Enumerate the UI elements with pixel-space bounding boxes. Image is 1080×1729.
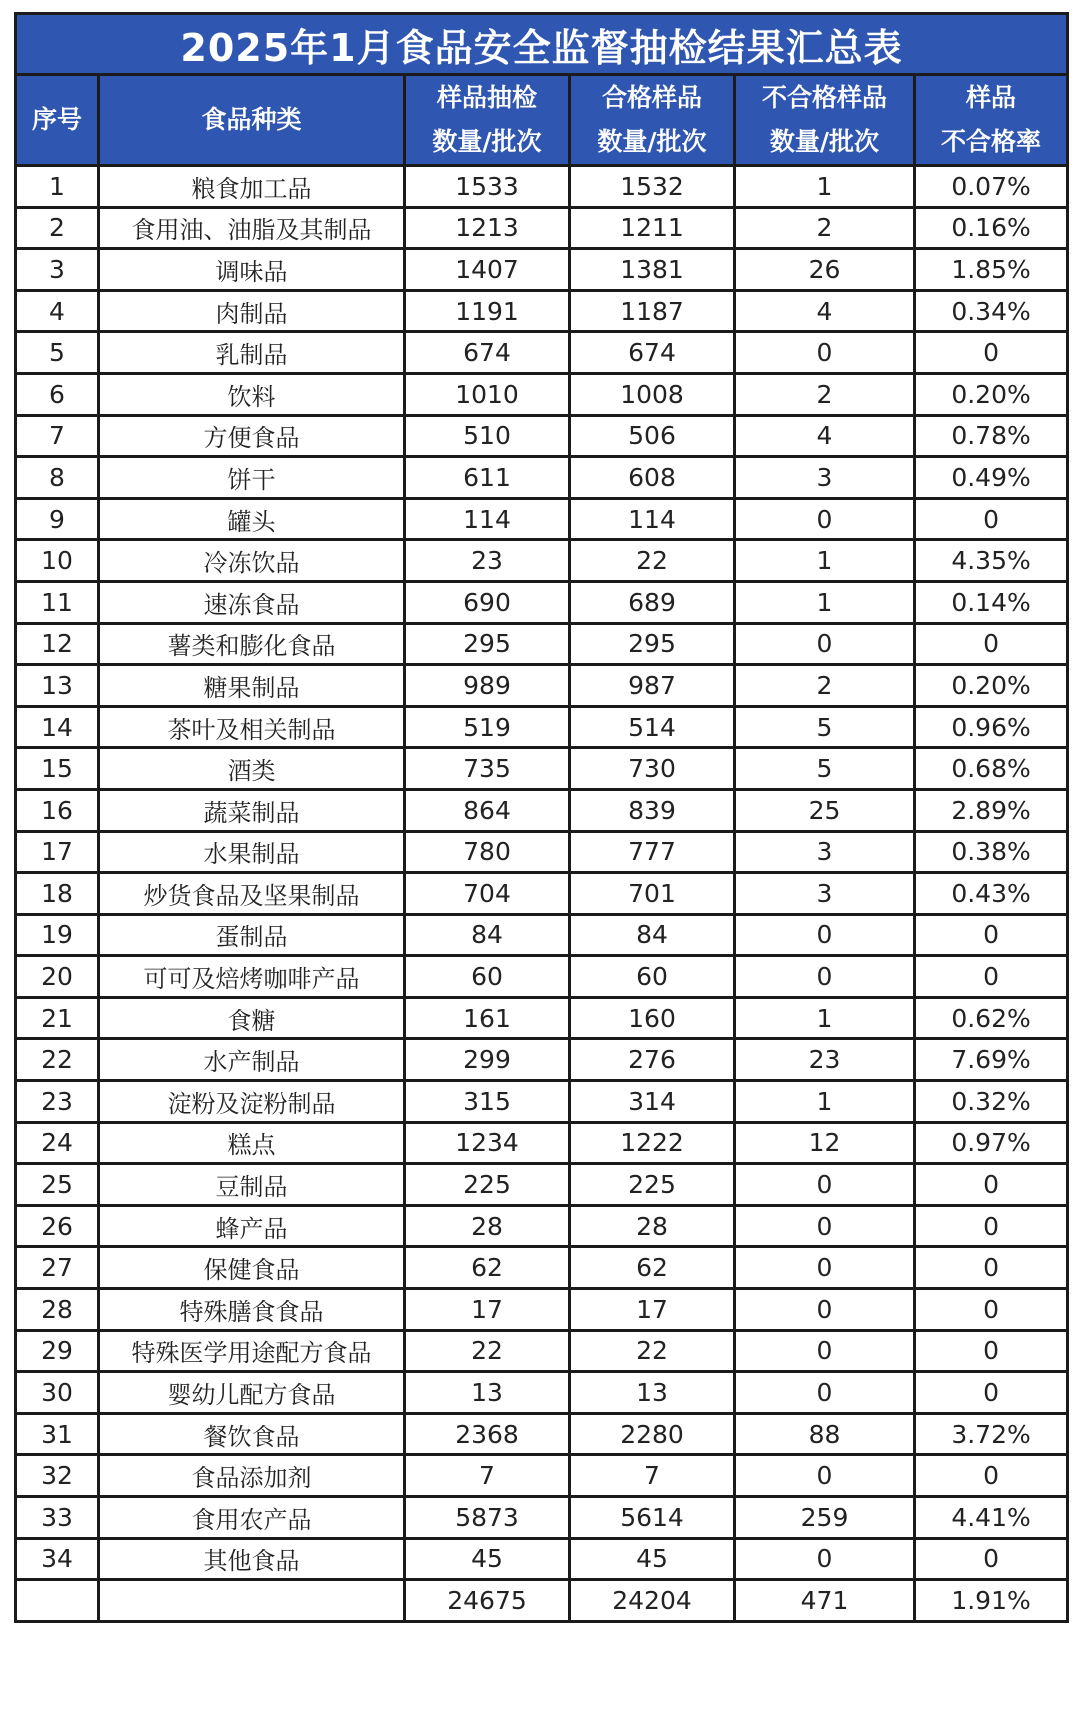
cell-rate: 0.97% [915, 1122, 1068, 1164]
cell-category: 淀粉及淀粉制品 [99, 1081, 405, 1123]
header-unqualified-line2: 数量/批次 [769, 127, 880, 156]
cell-qualified: 160 [570, 997, 735, 1039]
cell-unqualified: 88 [735, 1413, 915, 1455]
cell-qualified: 17 [570, 1289, 735, 1331]
cell-category: 其他食品 [99, 1538, 405, 1580]
cell-unqualified: 3 [735, 457, 915, 499]
cell-category: 水果制品 [99, 831, 405, 873]
cell-rate: 0 [915, 498, 1068, 540]
cell-category: 酒类 [99, 748, 405, 790]
cell-rate: 4.41% [915, 1497, 1068, 1539]
table-row [16, 1081, 1068, 1123]
cell-qualified: 314 [570, 1081, 735, 1123]
table-row [16, 1247, 1068, 1289]
cell-unqualified: 0 [735, 1164, 915, 1206]
cell-rate: 0.16% [915, 207, 1068, 249]
table-row [16, 1497, 1068, 1539]
table-row [16, 1455, 1068, 1497]
cell-no: 24 [16, 1122, 99, 1164]
cell-unqualified: 4 [735, 415, 915, 457]
header-category-label: 食品种类 [201, 105, 302, 134]
cell-unqualified: 12 [735, 1122, 915, 1164]
table-row [16, 332, 1068, 374]
cell-rate: 0.20% [915, 373, 1068, 415]
cell-qualified: 730 [570, 748, 735, 790]
cell-rate: 0 [915, 1289, 1068, 1331]
cell-unqualified: 0 [735, 1538, 915, 1580]
cell-no: 4 [16, 290, 99, 332]
cell-unqualified: 23 [735, 1039, 915, 1081]
cell-qualified: 7 [570, 1455, 735, 1497]
table-row [16, 956, 1068, 998]
cell-rate: 4.35% [915, 540, 1068, 582]
cell-unqualified: 25 [735, 789, 915, 831]
cell-unqualified: 0 [735, 914, 915, 956]
header-no [16, 75, 99, 166]
cell-no: 33 [16, 1497, 99, 1539]
cell-unqualified: 0 [735, 1247, 915, 1289]
cell-category: 特殊膳食食品 [99, 1289, 405, 1331]
cell-qualified: 674 [570, 332, 735, 374]
cell-qualified: 514 [570, 706, 735, 748]
cell-category: 婴幼儿配方食品 [99, 1372, 405, 1414]
cell-sampled: 7 [405, 1455, 570, 1497]
cell-unqualified: 2 [735, 665, 915, 707]
cell-no [16, 1580, 99, 1622]
cell-sampled: 17 [405, 1289, 570, 1331]
cell-no: 11 [16, 581, 99, 623]
cell-unqualified: 3 [735, 873, 915, 915]
table-row [16, 831, 1068, 873]
cell-no: 6 [16, 373, 99, 415]
table-row [16, 1538, 1068, 1580]
cell-qualified: 689 [570, 581, 735, 623]
cell-qualified: 608 [570, 457, 735, 499]
table-row [16, 706, 1068, 748]
cell-category: 水产制品 [99, 1039, 405, 1081]
cell-qualified: 60 [570, 956, 735, 998]
header-category [99, 75, 405, 166]
cell-sampled: 1191 [405, 290, 570, 332]
cell-no: 17 [16, 831, 99, 873]
cell-category: 食品添加剂 [99, 1455, 405, 1497]
cell-sampled: 114 [405, 498, 570, 540]
cell-rate: 0 [915, 956, 1068, 998]
cell-qualified: 5614 [570, 1497, 735, 1539]
cell-sampled: 2368 [405, 1413, 570, 1455]
cell-no: 20 [16, 956, 99, 998]
cell-rate: 0.68% [915, 748, 1068, 790]
cell-sampled: 1010 [405, 373, 570, 415]
cell-no: 1 [16, 166, 99, 208]
cell-rate: 0.32% [915, 1081, 1068, 1123]
cell-unqualified: 3 [735, 831, 915, 873]
table-row [16, 1205, 1068, 1247]
cell-qualified: 295 [570, 623, 735, 665]
cell-category: 炒货食品及坚果制品 [99, 873, 405, 915]
cell-no: 19 [16, 914, 99, 956]
cell-unqualified: 1 [735, 540, 915, 582]
cell-unqualified: 4 [735, 290, 915, 332]
cell-sampled: 864 [405, 789, 570, 831]
cell-sampled: 1533 [405, 166, 570, 208]
table-row [16, 249, 1068, 291]
header-row [16, 75, 1068, 166]
cell-sampled: 519 [405, 706, 570, 748]
cell-category: 餐饮食品 [99, 1413, 405, 1455]
cell-no: 23 [16, 1081, 99, 1123]
total-row [16, 1580, 1068, 1622]
cell-unqualified: 0 [735, 623, 915, 665]
cell-rate: 1.85% [915, 249, 1068, 291]
table-row [16, 1164, 1068, 1206]
cell-category: 肉制品 [99, 290, 405, 332]
cell-qualified: 28 [570, 1205, 735, 1247]
cell-sampled: 1234 [405, 1122, 570, 1164]
cell-category: 特殊医学用途配方食品 [99, 1330, 405, 1372]
cell-rate: 0 [915, 914, 1068, 956]
cell-category: 茶叶及相关制品 [99, 706, 405, 748]
cell-qualified: 987 [570, 665, 735, 707]
table-row [16, 415, 1068, 457]
cell-no: 12 [16, 623, 99, 665]
cell-unqualified: 0 [735, 1372, 915, 1414]
cell-unqualified: 26 [735, 249, 915, 291]
cell-category: 冷冻饮品 [99, 540, 405, 582]
cell-sampled: 45 [405, 1538, 570, 1580]
cell-rate: 0.20% [915, 665, 1068, 707]
cell-unqualified: 2 [735, 207, 915, 249]
cell-qualified: 1381 [570, 249, 735, 291]
cell-no: 5 [16, 332, 99, 374]
cell-rate: 0.14% [915, 581, 1068, 623]
inspection-summary-table [14, 12, 1069, 1623]
cell-sampled: 315 [405, 1081, 570, 1123]
table-row [16, 166, 1068, 208]
cell-rate: 0.96% [915, 706, 1068, 748]
cell-unqualified: 1 [735, 166, 915, 208]
cell-qualified: 22 [570, 1330, 735, 1372]
cell-rate: 0 [915, 1372, 1068, 1414]
cell-rate: 0.07% [915, 166, 1068, 208]
cell-no: 7 [16, 415, 99, 457]
table-row [16, 665, 1068, 707]
cell-rate: 1.91% [915, 1580, 1068, 1622]
cell-qualified: 1187 [570, 290, 735, 332]
cell-category: 调味品 [99, 249, 405, 291]
cell-rate: 3.72% [915, 1413, 1068, 1455]
cell-unqualified: 1 [735, 1081, 915, 1123]
title-row [16, 14, 1068, 75]
header-sampled-line1: 样品抽检 [436, 83, 537, 112]
cell-category: 饮料 [99, 373, 405, 415]
table-row [16, 789, 1068, 831]
cell-no: 13 [16, 665, 99, 707]
cell-qualified: 1008 [570, 373, 735, 415]
table-row [16, 498, 1068, 540]
header-rate-line2: 不合格率 [941, 127, 1042, 156]
cell-sampled: 62 [405, 1247, 570, 1289]
cell-no: 31 [16, 1413, 99, 1455]
cell-no: 14 [16, 706, 99, 748]
cell-category: 罐头 [99, 498, 405, 540]
cell-category: 乳制品 [99, 332, 405, 374]
cell-category: 方便食品 [99, 415, 405, 457]
table-title: 2025年1月食品安全监督抽检结果汇总表 [16, 14, 1068, 75]
cell-no: 27 [16, 1247, 99, 1289]
header-qualified [570, 75, 735, 166]
cell-sampled: 28 [405, 1205, 570, 1247]
cell-category: 蜂产品 [99, 1205, 405, 1247]
cell-sampled: 84 [405, 914, 570, 956]
cell-sampled: 510 [405, 415, 570, 457]
cell-category: 速冻食品 [99, 581, 405, 623]
cell-qualified: 839 [570, 789, 735, 831]
cell-category: 食用油、油脂及其制品 [99, 207, 405, 249]
cell-category: 蔬菜制品 [99, 789, 405, 831]
cell-unqualified: 0 [735, 1205, 915, 1247]
cell-rate: 2.89% [915, 789, 1068, 831]
cell-no: 15 [16, 748, 99, 790]
table-row [16, 748, 1068, 790]
cell-rate: 0 [915, 332, 1068, 374]
cell-sampled: 1213 [405, 207, 570, 249]
table-row [16, 997, 1068, 1039]
cell-sampled: 22 [405, 1330, 570, 1372]
cell-unqualified: 0 [735, 1289, 915, 1331]
cell-qualified: 114 [570, 498, 735, 540]
cell-sampled: 780 [405, 831, 570, 873]
cell-unqualified: 1 [735, 997, 915, 1039]
cell-no: 18 [16, 873, 99, 915]
cell-rate: 0 [915, 1164, 1068, 1206]
cell-qualified: 225 [570, 1164, 735, 1206]
cell-sampled: 299 [405, 1039, 570, 1081]
table-row [16, 457, 1068, 499]
cell-unqualified: 0 [735, 332, 915, 374]
cell-rate: 7.69% [915, 1039, 1068, 1081]
cell-no: 21 [16, 997, 99, 1039]
cell-sampled: 225 [405, 1164, 570, 1206]
cell-no: 16 [16, 789, 99, 831]
cell-unqualified: 5 [735, 748, 915, 790]
cell-rate: 0.62% [915, 997, 1068, 1039]
cell-qualified: 1222 [570, 1122, 735, 1164]
table-row [16, 1330, 1068, 1372]
cell-qualified: 2280 [570, 1413, 735, 1455]
cell-unqualified: 259 [735, 1497, 915, 1539]
table-row [16, 873, 1068, 915]
cell-unqualified: 0 [735, 1455, 915, 1497]
table-row [16, 1413, 1068, 1455]
cell-sampled: 23 [405, 540, 570, 582]
cell-no: 28 [16, 1289, 99, 1331]
header-unqualified [735, 75, 915, 166]
table-row [16, 1289, 1068, 1331]
cell-sampled: 735 [405, 748, 570, 790]
header-qualified-line2: 数量/批次 [597, 127, 707, 156]
cell-no: 29 [16, 1330, 99, 1372]
cell-rate: 0.43% [915, 873, 1068, 915]
table-row [16, 373, 1068, 415]
cell-unqualified: 1 [735, 581, 915, 623]
cell-rate: 0 [915, 1455, 1068, 1497]
cell-no: 26 [16, 1205, 99, 1247]
cell-qualified: 701 [570, 873, 735, 915]
cell-unqualified: 2 [735, 373, 915, 415]
cell-qualified: 1532 [570, 166, 735, 208]
cell-no: 32 [16, 1455, 99, 1497]
table-row [16, 290, 1068, 332]
cell-rate: 0 [915, 1330, 1068, 1372]
table-row [16, 914, 1068, 956]
header-unqualified-line1: 不合格样品 [761, 83, 887, 112]
cell-qualified: 62 [570, 1247, 735, 1289]
cell-rate: 0 [915, 1538, 1068, 1580]
table-row [16, 1039, 1068, 1081]
cell-unqualified: 471 [735, 1580, 915, 1622]
cell-rate: 0.78% [915, 415, 1068, 457]
header-sampled-line2: 数量/批次 [432, 127, 542, 156]
cell-unqualified: 0 [735, 498, 915, 540]
table-row [16, 540, 1068, 582]
cell-sampled: 704 [405, 873, 570, 915]
header-qualified-line1: 合格样品 [601, 83, 702, 112]
table-row [16, 1122, 1068, 1164]
cell-no: 34 [16, 1538, 99, 1580]
cell-sampled: 690 [405, 581, 570, 623]
cell-qualified: 45 [570, 1538, 735, 1580]
cell-sampled: 674 [405, 332, 570, 374]
cell-category: 蛋制品 [99, 914, 405, 956]
cell-category: 糖果制品 [99, 665, 405, 707]
cell-unqualified: 0 [735, 956, 915, 998]
cell-qualified: 276 [570, 1039, 735, 1081]
cell-qualified: 506 [570, 415, 735, 457]
cell-qualified: 13 [570, 1372, 735, 1414]
cell-category: 食用农产品 [99, 1497, 405, 1539]
table-row [16, 581, 1068, 623]
table-row [16, 623, 1068, 665]
cell-no: 22 [16, 1039, 99, 1081]
cell-sampled: 1407 [405, 249, 570, 291]
header-no-label: 序号 [31, 105, 82, 134]
cell-unqualified: 5 [735, 706, 915, 748]
cell-category [99, 1580, 405, 1622]
table-row [16, 1372, 1068, 1414]
cell-category: 豆制品 [99, 1164, 405, 1206]
cell-category: 食糖 [99, 997, 405, 1039]
cell-no: 3 [16, 249, 99, 291]
cell-category: 饼干 [99, 457, 405, 499]
cell-category: 可可及焙烤咖啡产品 [99, 956, 405, 998]
cell-no: 9 [16, 498, 99, 540]
cell-category: 薯类和膨化食品 [99, 623, 405, 665]
cell-qualified: 1211 [570, 207, 735, 249]
cell-sampled: 13 [405, 1372, 570, 1414]
cell-rate: 0 [915, 1247, 1068, 1289]
cell-no: 2 [16, 207, 99, 249]
cell-qualified: 84 [570, 914, 735, 956]
cell-qualified: 777 [570, 831, 735, 873]
cell-rate: 0.38% [915, 831, 1068, 873]
cell-sampled: 161 [405, 997, 570, 1039]
cell-unqualified: 0 [735, 1330, 915, 1372]
cell-rate: 0.49% [915, 457, 1068, 499]
cell-sampled: 611 [405, 457, 570, 499]
header-rate-line1: 样品 [966, 83, 1017, 112]
cell-no: 30 [16, 1372, 99, 1414]
cell-sampled: 24675 [405, 1580, 570, 1622]
cell-sampled: 5873 [405, 1497, 570, 1539]
cell-category: 粮食加工品 [99, 166, 405, 208]
cell-sampled: 60 [405, 956, 570, 998]
cell-sampled: 295 [405, 623, 570, 665]
header-sampled [405, 75, 570, 166]
summary-table-frame [14, 12, 1066, 1720]
cell-category: 保健食品 [99, 1247, 405, 1289]
cell-sampled: 989 [405, 665, 570, 707]
cell-qualified: 24204 [570, 1580, 735, 1622]
cell-category: 糕点 [99, 1122, 405, 1164]
cell-no: 10 [16, 540, 99, 582]
cell-no: 8 [16, 457, 99, 499]
table-row [16, 207, 1068, 249]
cell-rate: 0 [915, 1205, 1068, 1247]
cell-rate: 0 [915, 623, 1068, 665]
header-rate [915, 75, 1068, 166]
cell-qualified: 22 [570, 540, 735, 582]
cell-no: 25 [16, 1164, 99, 1206]
table-body [16, 166, 1068, 1622]
cell-rate: 0.34% [915, 290, 1068, 332]
